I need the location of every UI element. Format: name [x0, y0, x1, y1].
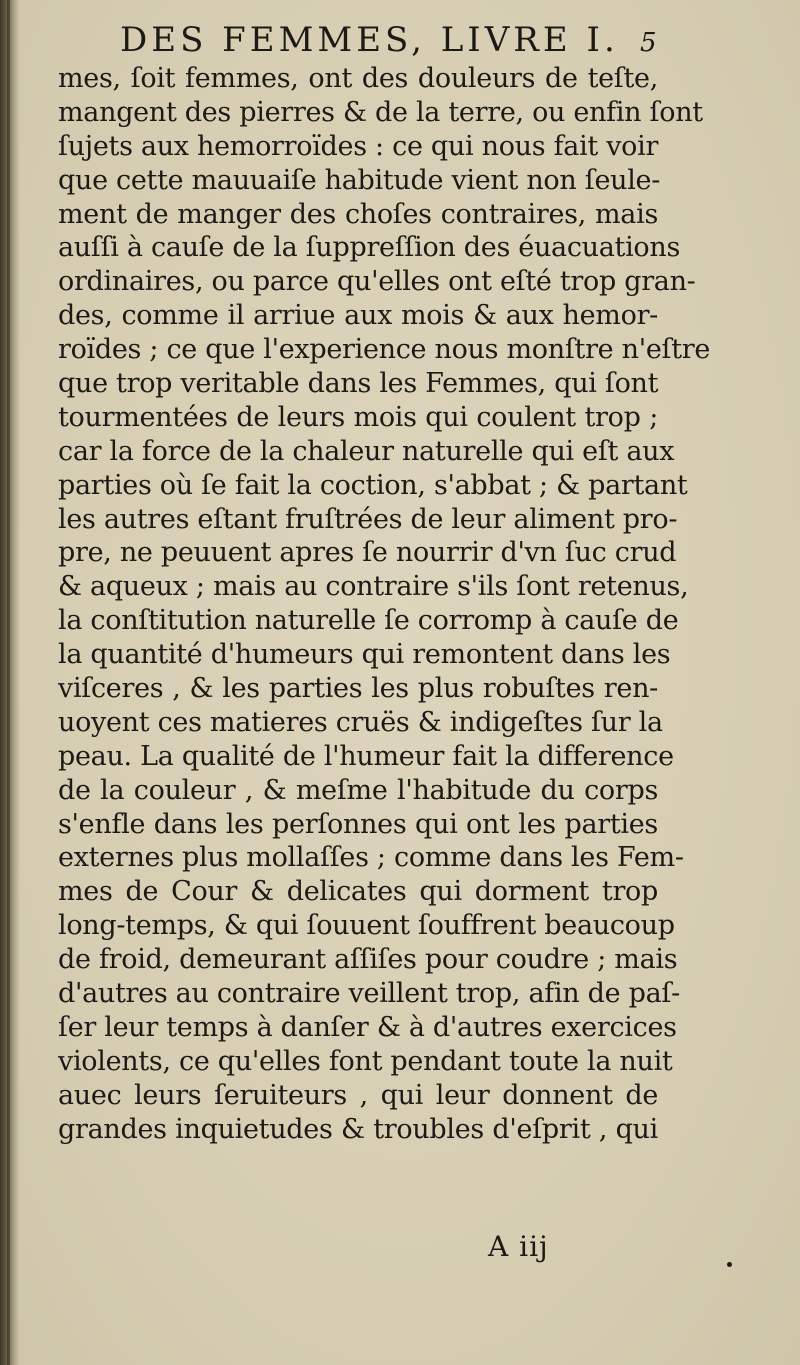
- text-line: de froid, demeurant aſſiſes pour coudre ; mais: [58, 944, 678, 976]
- text-line: que cette mauuaiſe habitude vient non ſeule-: [58, 164, 661, 196]
- text-line: auec leurs ſeruiteurs , qui leur donnent de: [58, 1079, 658, 1111]
- text-line: d'autres au contraire veillent trop, afin de paſ-: [58, 978, 680, 1010]
- text-line: s'enfle dans les perſonnes qui ont les parties: [58, 808, 658, 840]
- text-line: ſujets aux hemorroïdes : ce qui nous fait voir: [58, 130, 659, 162]
- binding-gutter: [0, 0, 20, 1365]
- text-line: roïdes ; ce que l'experience nous monſtre n'eſtre: [58, 334, 711, 366]
- signature-mark: A iij: [488, 1230, 549, 1263]
- text-line: violents, ce qu'elles font pendant toute la nuit: [58, 1045, 673, 1077]
- text-line: mes de Cour & delicates qui dorment trop: [58, 876, 658, 908]
- text-line: viſceres , & les parties les plus robuſtes ren-: [58, 673, 658, 705]
- text-line: mangent des pierres & de la terre, ou enfin ſont: [58, 96, 703, 128]
- text-line: grandes inquietudes & troubles d'eſprit , qui: [58, 1113, 658, 1145]
- text-line: peau. La qualité de l'humeur fait la difference: [58, 740, 674, 772]
- text-line: ordinaires, ou parce qu'elles ont eſté trop gran-: [58, 266, 696, 298]
- text-line: tourmentées de leurs mois qui coulent trop ;: [58, 401, 658, 433]
- body-text: [58, 62, 711, 1147]
- text-line: & aqueux ; mais au contraire s'ils ſont retenus,: [58, 571, 689, 603]
- text-line: les autres eſtant fruſtrées de leur aliment pro-: [58, 503, 678, 535]
- text-line: pre, ne peuuent apres ſe nourrir d'vn ſuc crud: [58, 537, 677, 569]
- text-line: ſer leur temps à danſer & à d'autres exercices: [58, 1011, 677, 1043]
- text-line: ment de manger des choſes contraires, mais: [58, 198, 658, 230]
- text-line: auſſi à cauſe de la ſuppreſſion des éuacuations: [58, 232, 681, 264]
- text-line: de la couleur , & meſme l'habitude du corps: [58, 774, 658, 806]
- binding-edge: [7, 0, 10, 1365]
- text-line: car la force de la chaleur naturelle qui eſt aux: [58, 435, 675, 467]
- text-line: uoyent ces matieres cruës & indigeſtes ſur la: [58, 706, 663, 738]
- page-number: 5: [640, 28, 657, 58]
- text-line: parties où ſe fait la coction, s'abbat ; & partant: [58, 469, 688, 501]
- text-line: des, comme il arriue aux mois & aux hemor-: [58, 300, 658, 332]
- running-header: DES FEMMES, LIVRE I.: [120, 20, 619, 60]
- text-line: long-temps, & qui ſouuent ſouffrent beaucoup: [58, 910, 675, 942]
- text-line: la conſtitution naturelle ſe corromp à cauſe de: [58, 605, 679, 637]
- text-line: que trop veritable dans les Femmes, qui ſont: [58, 368, 659, 400]
- text-line: la quantité d'humeurs qui remontent dans les: [58, 639, 671, 671]
- text-line: mes, ſoit femmes, ont des douleurs de teſte,: [58, 63, 658, 94]
- ink-speck: [727, 1262, 732, 1267]
- text-line: externes plus mollaſſes ; comme dans les Fem-: [58, 842, 684, 874]
